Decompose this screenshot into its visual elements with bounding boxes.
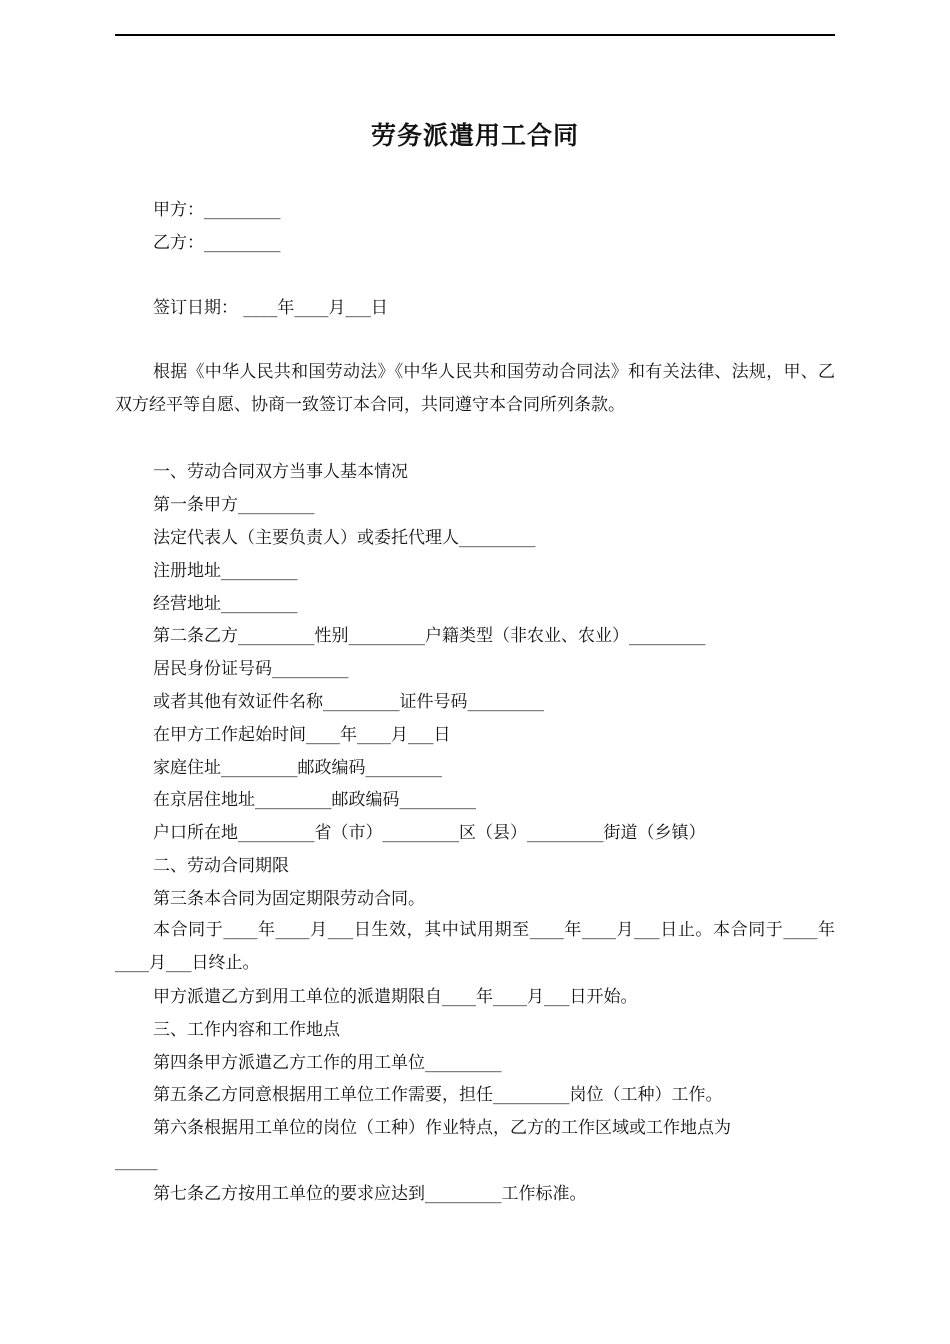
clause-line: 法定代表人（主要负责人）或委托代理人_________ xyxy=(153,528,536,548)
sign-date-line: 签订日期： ____年____月___日 xyxy=(153,298,388,318)
clause-line: 户口所在地_________省（市）_________区（县）_________街道（乡镇） xyxy=(153,823,706,843)
party-a-line: 甲方：_________ xyxy=(153,200,281,220)
clause-line: 第五条乙方同意根据用工单位工作需要，担任_________岗位（工种）工作。 xyxy=(153,1085,723,1105)
term-paragraph: 本合同于____年____月___日生效，其中试用期至____年____月___日止。本合同于____年____月___日终止。 xyxy=(115,920,835,973)
clause-line: 注册地址_________ xyxy=(153,561,298,581)
clause-line: 居民身份证号码_________ xyxy=(153,659,349,679)
clause-line: 第三条本合同为固定期限劳动合同。 xyxy=(153,889,425,909)
header-rule xyxy=(115,34,835,36)
blank-line: _____ xyxy=(115,1151,158,1171)
clause-line: 在京居住地址_________邮政编码_________ xyxy=(153,790,476,810)
clause-line: 第六条根据用工单位的岗位（工种）作业特点，乙方的工作区域或工作地点为 xyxy=(153,1118,731,1138)
clause-line: 在甲方工作起始时间____年____月___日 xyxy=(153,725,451,745)
clause-line: 第一条甲方_________ xyxy=(153,495,315,515)
section-heading: 二、劳动合同期限 xyxy=(153,856,289,876)
clause-line: 第七条乙方按用工单位的要求应达到_________工作标准。 xyxy=(153,1184,587,1204)
clause-line: 第二条乙方_________性别_________户籍类型（非农业、农业）_________ xyxy=(153,626,706,646)
section-heading: 三、工作内容和工作地点 xyxy=(153,1020,340,1040)
clause-line: 或者其他有效证件名称_________证件号码_________ xyxy=(153,692,544,712)
clause-line: 甲方派遣乙方到用工单位的派遣期限自____年____月___日开始。 xyxy=(153,987,638,1007)
intro-paragraph: 根据《中华人民共和国劳动法》《中华人民共和国劳动合同法》和有关法律、法规，甲、乙双方经平等自愿、协商一致签订本合同，共同遵守本合同所列条款。 xyxy=(115,362,835,415)
clause-line: 家庭住址_________邮政编码_________ xyxy=(153,758,442,778)
clause-line: 第四条甲方派遣乙方工作的用工单位_________ xyxy=(153,1053,502,1073)
section-heading: 一、劳动合同双方当事人基本情况 xyxy=(153,462,408,482)
clause-line: 经营地址_________ xyxy=(153,594,298,614)
document-title: 劳务派遣用工合同 xyxy=(370,121,579,150)
party-b-line: 乙方：_________ xyxy=(153,233,281,253)
